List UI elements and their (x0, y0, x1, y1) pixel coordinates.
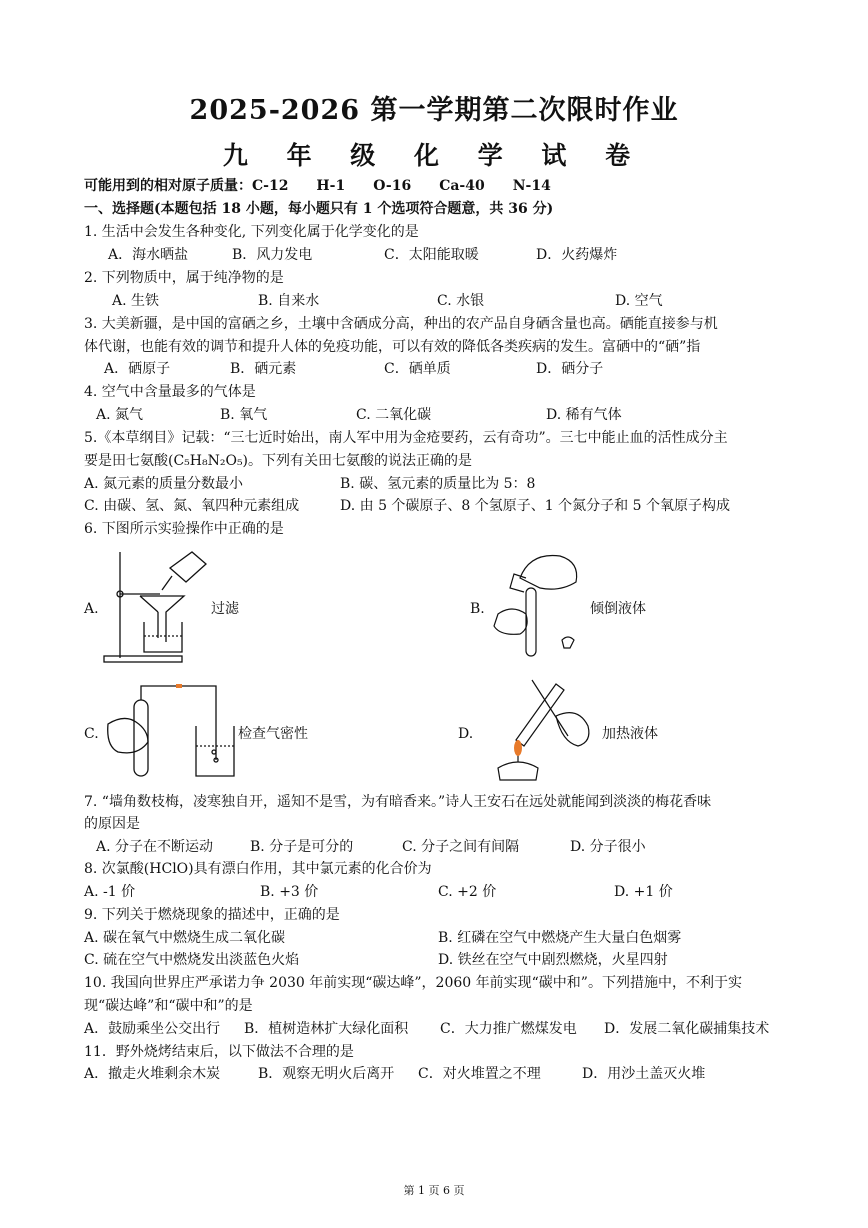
option: C．大力推广燃煤发电 (440, 1021, 577, 1037)
pouring-figure (490, 548, 590, 662)
option: D．发展二氧化碳捕集技术 (604, 1021, 770, 1037)
filtration-figure (100, 546, 212, 666)
exam-title: 2025-2026 第一学期第二次限时作业 (189, 95, 679, 126)
option: C. 水银 (437, 293, 485, 309)
question-stem: 2. 下列物质中，属于纯净物的是 (84, 270, 284, 286)
question-stem: 的原因是 (84, 816, 140, 832)
option: D. 分子很小 (570, 839, 646, 855)
exam-subtitle: 九 年 级 化 学 试 卷 (222, 141, 646, 170)
option: C. +2 价 (438, 884, 497, 900)
page-number: 第 1 页 6 页 (403, 1184, 465, 1197)
option: C．太阳能取暖 (384, 247, 479, 263)
option: C. 二氧化碳 (356, 407, 432, 423)
airtightness-figure (104, 680, 238, 780)
option: B．植树造林扩大绿化面积 (244, 1021, 409, 1037)
option: D. 稀有气体 (546, 407, 622, 423)
question-stem: 9. 下列关于燃烧现象的描述中，正确的是 (84, 907, 340, 923)
option: B. 分子是可分的 (250, 839, 354, 855)
question-stem: 4. 空气中含量最多的气体是 (84, 384, 256, 400)
option: B. +3 价 (260, 884, 319, 900)
heating-figure (478, 676, 602, 788)
option: A. 氮元素的质量分数最小 (84, 476, 244, 492)
question-stem: 要是田七氨酸(C₅H₈N₂O₅)。下列有关田七氨酸的说法正确的是 (84, 453, 473, 469)
figure-label: 过滤 (211, 601, 239, 617)
figure-label: 倾倒液体 (590, 601, 646, 617)
option: A. 分子在不断运动 (96, 839, 214, 855)
option: B. 自来水 (258, 293, 320, 309)
option: A．海水晒盐 (108, 247, 189, 263)
option: A. 碳在氧气中燃烧生成二氧化碳 (84, 930, 286, 946)
option: D. (458, 726, 474, 742)
option: D．用沙土盖灭火堆 (582, 1066, 706, 1082)
question-stem: 体代谢，也能有效的调节和提升人体的免疫功能，可以有效的降低各类疾病的发生。富硒中的“硒”指 (84, 339, 701, 355)
question-stem: 现“碳达峰”和“碳中和”的是 (84, 998, 253, 1014)
option: C. 由碳、氢、氮、氧四种元素组成 (84, 498, 300, 514)
option: B. 碳、氢元素的质量比为 5：8 (340, 476, 536, 492)
figure-label: 检查气密性 (238, 726, 308, 742)
option: C. (84, 726, 99, 742)
option: A．撤走火堆剩余木炭 (84, 1066, 221, 1082)
option: C．硒单质 (384, 361, 451, 377)
option: D. 铁丝在空气中剧烈燃烧，火星四射 (438, 952, 668, 968)
atomic-masses: 可能用到的相对原子质量：C-12 H-1 O-16 Ca-40 N-14 (84, 178, 551, 194)
question-stem: 8. 次氯酸(HClO)具有漂白作用，其中氯元素的化合价为 (84, 861, 432, 877)
question-stem: 5.《本草纲目》记载：“三七近时始出，南人军中用为金疮要药，云有奇功”。三七中能止血的活性成分主 (84, 430, 728, 446)
option: A．硒原子 (104, 361, 171, 377)
question-stem: 11．野外烧烤结束后，以下做法不合理的是 (84, 1044, 354, 1060)
option: C．对火堆置之不理 (418, 1066, 541, 1082)
question-stem: 7. “墙角数枝梅，凌寒独自开，遥知不是雪，为有暗香来。”诗人王安石在远处就能闻到淡淡的梅花香味 (84, 794, 712, 810)
option: B. (470, 601, 485, 617)
option: D. +1 价 (614, 884, 673, 900)
option: D. 空气 (615, 293, 663, 309)
option: A. 氮气 (96, 407, 144, 423)
option: A. 生铁 (112, 293, 160, 309)
option: B. 氧气 (220, 407, 268, 423)
option: A. -1 价 (84, 884, 136, 900)
option: C. 分子之间有间隔 (402, 839, 520, 855)
section-title: 一、选择题(本题包括 18 小题，每小题只有 1 个选项符合题意，共 36 分) (84, 201, 554, 217)
option: B．风力发电 (232, 247, 313, 263)
figure-label: 加热液体 (602, 726, 658, 742)
question-stem: 3. 大美新疆，是中国的富硒之乡，土壤中含硒成分高，种出的农产品自身硒含量也高。硒能直接参与机 (84, 316, 718, 332)
question-stem: 1. 生活中会发生各种变化, 下列变化属于化学变化的是 (84, 224, 419, 240)
option: B．观察无明火后离开 (258, 1066, 395, 1082)
option: A. (84, 601, 99, 617)
option: B．硒元素 (230, 361, 297, 377)
option: D．火药爆炸 (536, 247, 618, 263)
option: D. 由 5 个碳原子、8 个氢原子、1 个氮分子和 5 个氧原子构成 (340, 498, 730, 514)
option: C. 硫在空气中燃烧发出淡蓝色火焰 (84, 952, 300, 968)
question-stem: 10. 我国向世界庄严承诺力争 2030 年前实现“碳达峰”，2060 年前实现“碳中和”。下列措施中，不利于实 (84, 975, 742, 991)
option: D．硒分子 (536, 361, 604, 377)
option: A．鼓励乘坐公交出行 (84, 1021, 221, 1037)
option: B. 红磷在空气中燃烧产生大量白色烟雾 (438, 930, 682, 946)
question-stem: 6. 下图所示实验操作中正确的是 (84, 521, 284, 537)
